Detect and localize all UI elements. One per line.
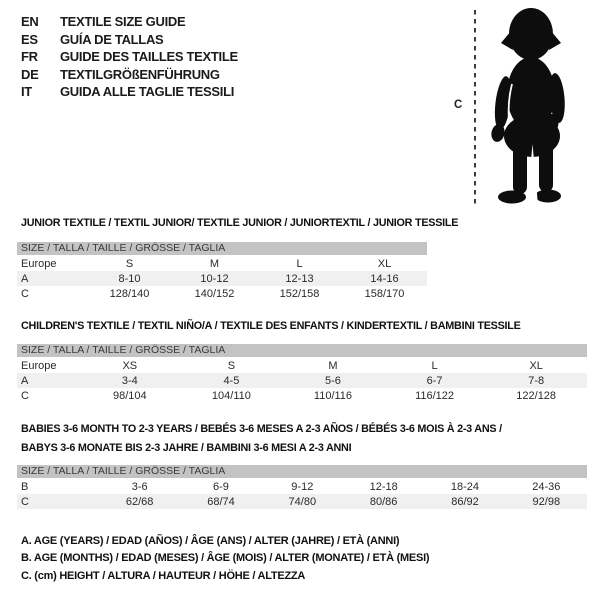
legend-line: C. (cm) HEIGHT / ALTURA / HAUTEUR / HÖHE / ALTEZZA [21,569,306,582]
table-cell: 86/92 [451,495,479,508]
language-list [21,13,238,101]
language-item [21,83,238,101]
size-table-children [17,344,587,403]
table-title-line: BABYS 3-6 MONATE BIS 2-3 JAHRE / BAMBINI 3-6 MESI A 2-3 ANNI [21,442,352,454]
language-code: EN [21,14,39,30]
table-size-header: SIZE / TALLA / TAILLE / GRÖSSE / TAGLIA [17,344,587,357]
table-cell: 6-7 [426,374,443,387]
legend-line: B. AGE (MONTHS) / EDAD (MESES) / ÂGE (MOIS) / ALTER (MONATE) / ETÀ (MESI) [21,552,430,565]
row-label: C [21,389,29,402]
table-title-line: CHILDREN'S TEXTILE / TEXTIL NIÑO/A / TEXTILE DES ENFANTS / KINDERTEXTIL / BAMBINI TESSILE [21,320,521,332]
row-label: C [21,287,29,300]
table-cell: L [431,359,438,372]
table-row [17,286,427,301]
table-row [17,256,427,271]
table-cell: 5-6 [325,374,341,387]
table-cell: 74/80 [288,495,317,508]
size-table-babies [17,465,587,509]
table-body [17,358,587,403]
table-cell: 24-36 [532,480,561,493]
table-title-children [21,317,521,336]
table-title-line: JUNIOR TEXTILE / TEXTIL JUNIOR/ TEXTILE JUNIOR / JUNIORTEXTIL / JUNIOR TESSILE [21,217,459,229]
table-cell: 104/110 [211,389,251,402]
table-cell: 98/104 [112,389,147,402]
table-cell: L [296,257,303,270]
row-label: Europe [21,257,57,270]
language-item [21,31,238,49]
table-cell: 140/152 [194,287,235,300]
table-cell: 6-9 [213,480,229,493]
table-row [17,271,427,286]
table-size-header: SIZE / TALLA / TAILLE / GRÖSSE / TAGLIA [17,242,427,255]
table-cell: 152/158 [279,287,320,300]
table-cell: 110/116 [313,389,353,402]
table-cell: 80/86 [369,495,398,508]
table-cell: XL [377,257,392,270]
baby-silhouette-icon [486,6,576,208]
size-table-junior [17,242,427,301]
language-label: TEXTILE SIZE GUIDE [60,14,186,30]
table-title-junior [21,214,458,233]
table-row [17,494,587,509]
table-cell: 8-10 [118,272,141,285]
table-title-babies [21,420,502,458]
table-size-header: SIZE / TALLA / TAILLE / GRÖSSE / TAGLIA [17,465,587,478]
legend [21,533,429,585]
table-cell: 3-6 [131,480,148,493]
language-item [21,13,238,31]
language-item [21,48,238,66]
table-cell: XL [529,359,543,372]
table-body [17,256,427,301]
row-label: C [21,495,29,508]
table-cell: 18-24 [450,480,480,493]
language-code: FR [21,49,38,65]
table-cell: 7-8 [528,374,545,387]
table-cell: 12-18 [369,480,398,493]
table-cell: 92/98 [532,495,561,508]
table-cell: 12-13 [285,272,314,285]
table-cell: XS [122,359,138,372]
table-row [17,388,587,403]
table-row [17,373,587,388]
table-cell: 14-16 [370,272,399,285]
row-label: B [21,480,29,493]
table-cell: S [227,359,236,372]
language-code: IT [21,84,32,100]
table-cell: M [328,359,338,372]
language-label: GUIDE DES TAILLES TEXTILE [60,49,238,65]
height-measure-figure [440,0,600,215]
table-cell: S [125,257,134,270]
table-cell: 158/170 [364,287,405,300]
height-measure-label: C [454,99,463,111]
table-cell: 3-4 [121,374,138,387]
table-body [17,479,587,509]
legend-line: A. AGE (YEARS) / EDAD (AÑOS) / ÂGE (ANS) / ALTER (JAHRE) / ETÀ (ANNI) [21,535,400,547]
language-label: GUÍA DE TALLAS [60,31,164,47]
table-cell: 9-12 [291,480,314,493]
table-cell: 10-12 [200,272,229,285]
table-row [17,358,587,373]
language-label: TEXTILGRÖßENFÜHRUNG [60,66,220,82]
table-cell: M [209,257,220,270]
row-label: A [21,272,29,285]
table-cell: 62/68 [125,495,154,508]
table-cell: 68/74 [207,495,235,508]
language-label: GUIDA ALLE TAGLIE TESSILI [60,84,235,100]
table-cell: 116/122 [415,389,455,402]
language-code: DE [21,66,39,82]
language-code: ES [21,31,38,47]
table-title-line: BABIES 3-6 MONTH TO 2-3 YEARS / BEBÉS 3-6 MESES A 2-3 AÑOS / BÉBÉS 3-6 MOIS À 2-3 ANS / [21,423,502,435]
row-label: Europe [21,359,57,372]
language-item [21,66,238,84]
table-cell: 122/128 [516,389,557,402]
table-row [17,479,587,494]
table-cell: 128/140 [109,287,150,300]
row-label: A [21,374,29,387]
table-cell: 4-5 [223,374,240,387]
height-measure-dashed-line [474,10,476,207]
